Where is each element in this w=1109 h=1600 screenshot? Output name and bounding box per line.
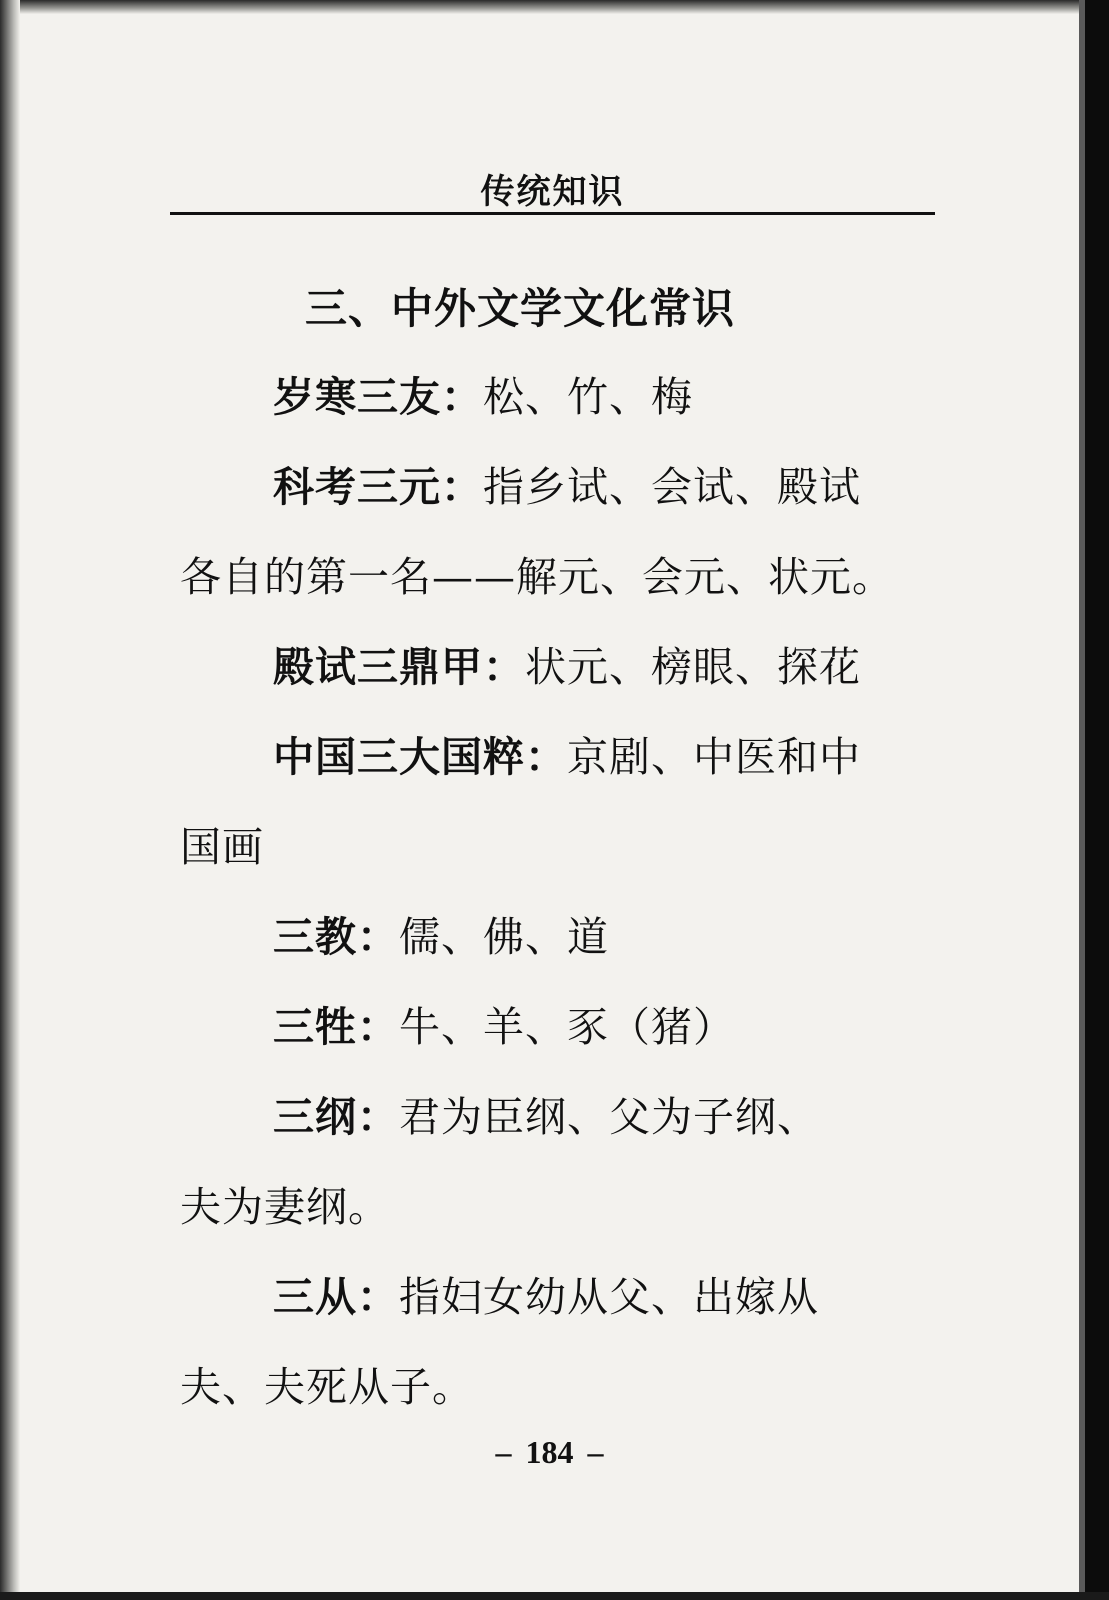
entry-line xyxy=(273,364,693,423)
entry-term: 岁寒三友： xyxy=(273,373,483,421)
scan-edge-top xyxy=(0,0,1109,14)
entry-definition: 状元、榜眼、探花 xyxy=(525,643,861,691)
entry-definition: 君为臣纲、父为子纲、 xyxy=(399,1093,819,1141)
entry-line xyxy=(273,904,609,963)
entry-continuation xyxy=(180,1174,390,1233)
entry-continuation-text: 国画 xyxy=(180,823,264,871)
footer-dash-left: – xyxy=(495,1434,512,1470)
page-number: 184 xyxy=(525,1434,574,1470)
entry-definition: 京剧、中医和中 xyxy=(567,733,861,781)
footer-dash-right: – xyxy=(587,1434,604,1470)
section-title: 三、中外文学文化常识 xyxy=(305,284,736,333)
header-rule xyxy=(170,212,935,215)
entry-definition: 牛、羊、豕（猪） xyxy=(399,1003,735,1051)
entry-line xyxy=(273,1264,819,1323)
entry-term: 殿试三鼎甲： xyxy=(273,643,525,691)
entry-line xyxy=(273,1084,819,1143)
scan-edge-left xyxy=(0,0,20,1600)
entry-definition: 指乡试、会试、殿试 xyxy=(483,463,861,511)
entry-term: 三牲： xyxy=(273,1003,399,1051)
entry-line xyxy=(273,634,861,693)
entry-continuation-text: 各自的第一名——解元、会元、状元。 xyxy=(180,553,894,601)
entry-continuation xyxy=(180,814,264,873)
entry-line xyxy=(273,994,735,1053)
page-footer xyxy=(20,1434,1079,1471)
entry-continuation-text: 夫、夫死从子。 xyxy=(180,1363,474,1411)
running-header: 传统知识 xyxy=(480,172,625,212)
scan-edge-bottom xyxy=(0,1592,1109,1600)
entry-definition: 儒、佛、道 xyxy=(399,913,609,961)
entry-definition: 松、竹、梅 xyxy=(483,373,693,421)
entry-term: 三纲： xyxy=(273,1093,399,1141)
book-page xyxy=(20,14,1079,1592)
entry-definition: 指妇女幼从父、出嫁从 xyxy=(399,1273,819,1321)
entry-term: 三从： xyxy=(273,1273,399,1321)
entry-term: 科考三元： xyxy=(273,463,483,511)
entry-term: 三教： xyxy=(273,913,399,961)
scan-edge-right xyxy=(1079,0,1109,1600)
entry-continuation xyxy=(180,544,894,603)
entry-term: 中国三大国粹： xyxy=(273,733,567,781)
entry-continuation xyxy=(180,1354,474,1413)
entry-line xyxy=(273,724,861,783)
entry-line xyxy=(273,454,861,513)
entry-continuation-text: 夫为妻纲。 xyxy=(180,1183,390,1231)
